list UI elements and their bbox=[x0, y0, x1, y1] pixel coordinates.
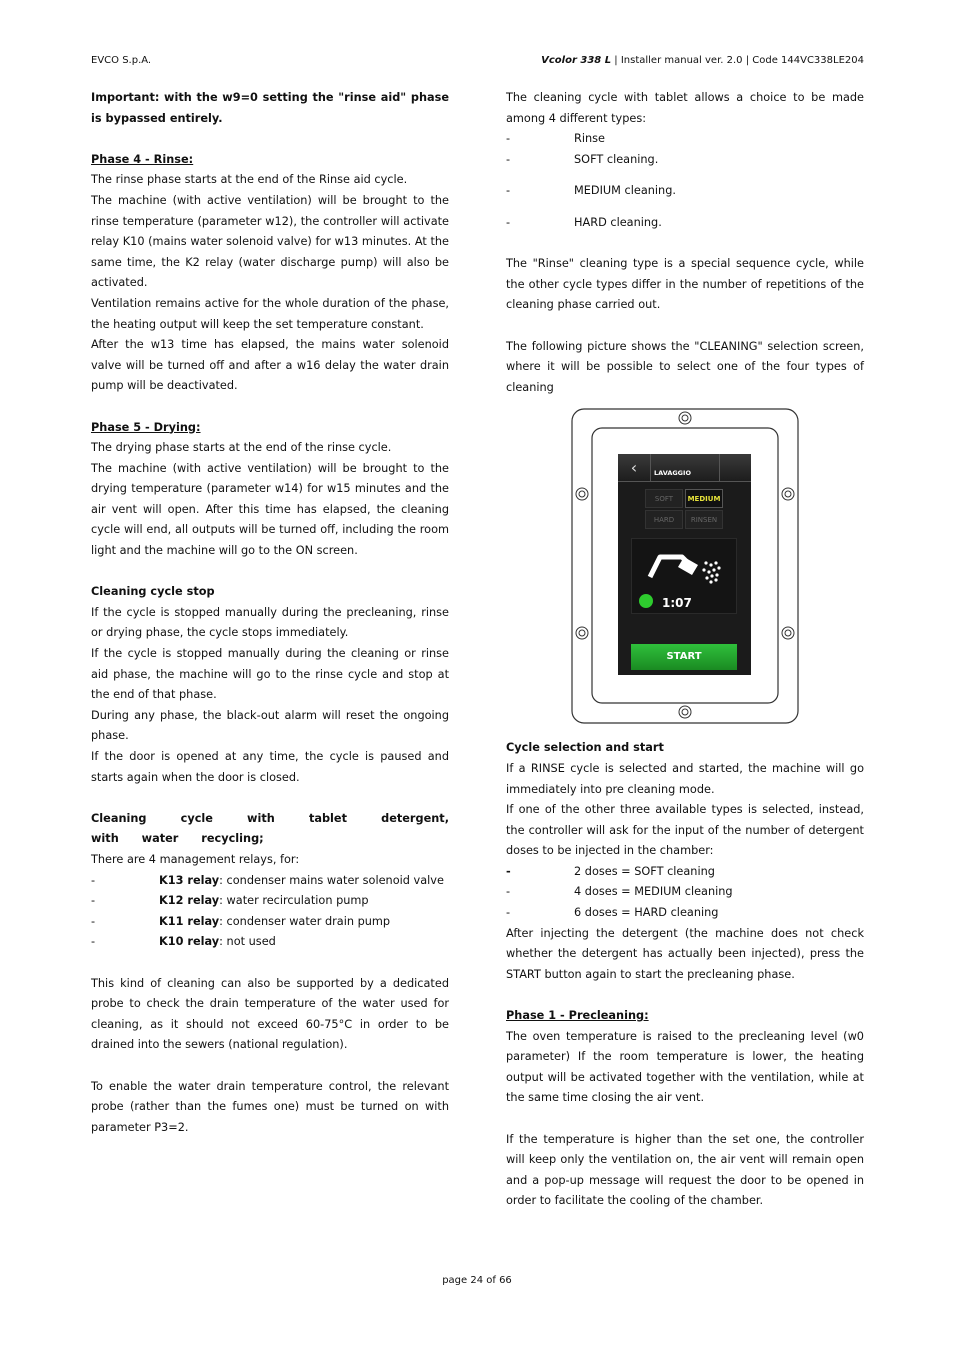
start-button[interactable]: START bbox=[631, 644, 737, 670]
screen-topbar bbox=[618, 454, 751, 482]
rinse-paragraph: The "Rinse" cleaning type is a special sequence cycle, while the other cycle types differ in the number of repetitions of the cleaning phase carried out. bbox=[506, 257, 864, 312]
phase4-paragraph: After the w13 time has elapsed, the mains water solenoid valve will be turned off and after a w16 delay the water drain pump will be deactivated. bbox=[91, 338, 449, 393]
header-product: Vcolor 338 L bbox=[541, 55, 612, 66]
rinse-option[interactable]: RINSEN bbox=[685, 510, 723, 529]
phase4-title: Phase 4 - Rinse: bbox=[91, 152, 194, 166]
selection-paragraph: If one of the other three available types is selected, instead, the controller will ask for the input of the number of detergent doses to be injected in the chamber: bbox=[506, 803, 864, 858]
phase5-title: Phase 5 - Drying: bbox=[91, 420, 201, 434]
list-item: - SOFT cleaning. bbox=[506, 152, 659, 166]
cycle-timer: 1:07 bbox=[662, 596, 692, 611]
stop-title: Cleaning cycle stop bbox=[91, 585, 215, 599]
stop-paragraph: If the cycle is stopped manually during the precleaning, rinse or drying phase, the cycle stops immediately. bbox=[91, 605, 449, 640]
topbar-right-area bbox=[719, 454, 751, 481]
phase4-paragraph: The machine (with active ventilation) will be brought to the rinse temperature (parameter w12), the controller will activate relay K10 (mains water solenoid valve) for w13 minutes. At the same time, the K2 relay (water discharge pump) will also be activated. bbox=[91, 193, 449, 290]
phase5-paragraph: The drying phase starts at the end of the rinse cycle. bbox=[91, 441, 392, 455]
phase5-paragraph: The machine (with active ventilation) will be brought to the drying temperature (parameter w14) for w15 minutes and the air vent will open. After this time has elapsed, the cleaning cycle will end, all outputs will be turned off, including the room light and the machine will go to the ON screen. bbox=[91, 461, 449, 558]
phase4-paragraph: Ventilation remains active for the whole duration of the phase, the heating output will keep the set temperature constant. bbox=[91, 296, 449, 331]
page-footer: page 24 of 66 bbox=[442, 1275, 512, 1286]
right-column bbox=[506, 88, 864, 1212]
picture-paragraph: The following picture shows the "CLEANING" selection screen, where it will be possible to select one of the four types of cleaning bbox=[506, 339, 864, 394]
phase1-title: Phase 1 - Precleaning: bbox=[506, 1009, 649, 1023]
medium-option[interactable]: MEDIUM bbox=[685, 489, 723, 508]
lcd-screen bbox=[618, 454, 751, 675]
selection-paragraph: If a RINSE cycle is selected and started, the machine will go immediately into pre cleaning mode. bbox=[506, 761, 864, 796]
selection-paragraph: After injecting the detergent (the machine does not check whether the detergent has actually been injected), press the START button again to start the precleaning phase. bbox=[506, 926, 864, 981]
list-item: - K13 relay: condenser mains water solenoid valve bbox=[91, 873, 444, 887]
back-arrow-icon[interactable]: ‹ bbox=[618, 454, 651, 481]
tablet-title: Cleaning cycle with tablet detergent, with water recycling; bbox=[91, 811, 449, 846]
header-doc-info bbox=[541, 55, 864, 66]
types-intro: The cleaning cycle with tablet allows a choice to be made among 4 different types: bbox=[506, 91, 864, 125]
selection-title: Cycle selection and start bbox=[506, 741, 664, 755]
hard-option[interactable]: HARD bbox=[645, 510, 683, 529]
left-column bbox=[91, 88, 449, 1138]
list-item: - Rinse bbox=[506, 132, 605, 146]
list-item: - 6 doses = HARD cleaning bbox=[506, 906, 719, 920]
probe-paragraph: To enable the water drain temperature control, the relevant probe (rather than the fumes one) must be turned on with parameter P3=2. bbox=[91, 1079, 449, 1134]
list-item: - MEDIUM cleaning. bbox=[506, 184, 676, 198]
list-item: - 4 doses = MEDIUM cleaning bbox=[506, 885, 733, 899]
header-manual: | Installer manual ver. 2.0 | Code 144VC338LE204 bbox=[611, 55, 864, 66]
phase1-paragraph: The oven temperature is raised to the precleaning level (w0 parameter) If the room temperature is lower, the heating output will be activated together with the ventilation, while at the same time closing the air vent. bbox=[506, 1029, 864, 1105]
cycle-panel bbox=[631, 538, 737, 614]
soft-option[interactable]: SOFT bbox=[645, 489, 683, 508]
stop-paragraph: If the door is opened at any time, the cycle is paused and starts again when the door is closed. bbox=[91, 750, 449, 784]
list-item: - K10 relay: not used bbox=[91, 935, 276, 949]
list-item: - HARD cleaning. bbox=[506, 215, 662, 229]
list-item: - K12 relay: water recirculation pump bbox=[91, 894, 369, 908]
controller-figure bbox=[571, 408, 799, 724]
tablet-intro: There are 4 management relays, for: bbox=[91, 852, 300, 866]
header-company: EVCO S.p.A. bbox=[91, 55, 152, 66]
stop-paragraph: If the cycle is stopped manually during the cleaning or rinse aid phase, the machine will go to the rinse cycle and stop at the end of that phase. bbox=[91, 647, 449, 702]
stop-paragraph: During any phase, the black-out alarm will reset the ongoing phase. bbox=[91, 708, 449, 743]
probe-paragraph: This kind of cleaning can also be supported by a dedicated probe to check the drain temperature of the water used for cleaning, as it should not exceed 60-75°C in order to be drained into the sewers (national regulation). bbox=[91, 976, 449, 1052]
list-item: - 2 doses = SOFT cleaning bbox=[506, 864, 715, 878]
phase4-paragraph: The rinse phase starts at the end of the Rinse aid cycle. bbox=[91, 173, 408, 187]
screen-title: LAVAGGIO bbox=[654, 469, 691, 478]
list-item: - K11 relay: condenser water drain pump bbox=[91, 914, 391, 928]
important-note: Important: with the w9=0 setting the "rinse aid" phase is bypassed entirely. bbox=[91, 91, 449, 125]
phase1-paragraph: If the temperature is higher than the set one, the controller will keep only the ventilation on, the air vent will remain open and a pop-up message will request the door to be opened in order to facilitate the cooling of the chamber. bbox=[506, 1132, 864, 1208]
